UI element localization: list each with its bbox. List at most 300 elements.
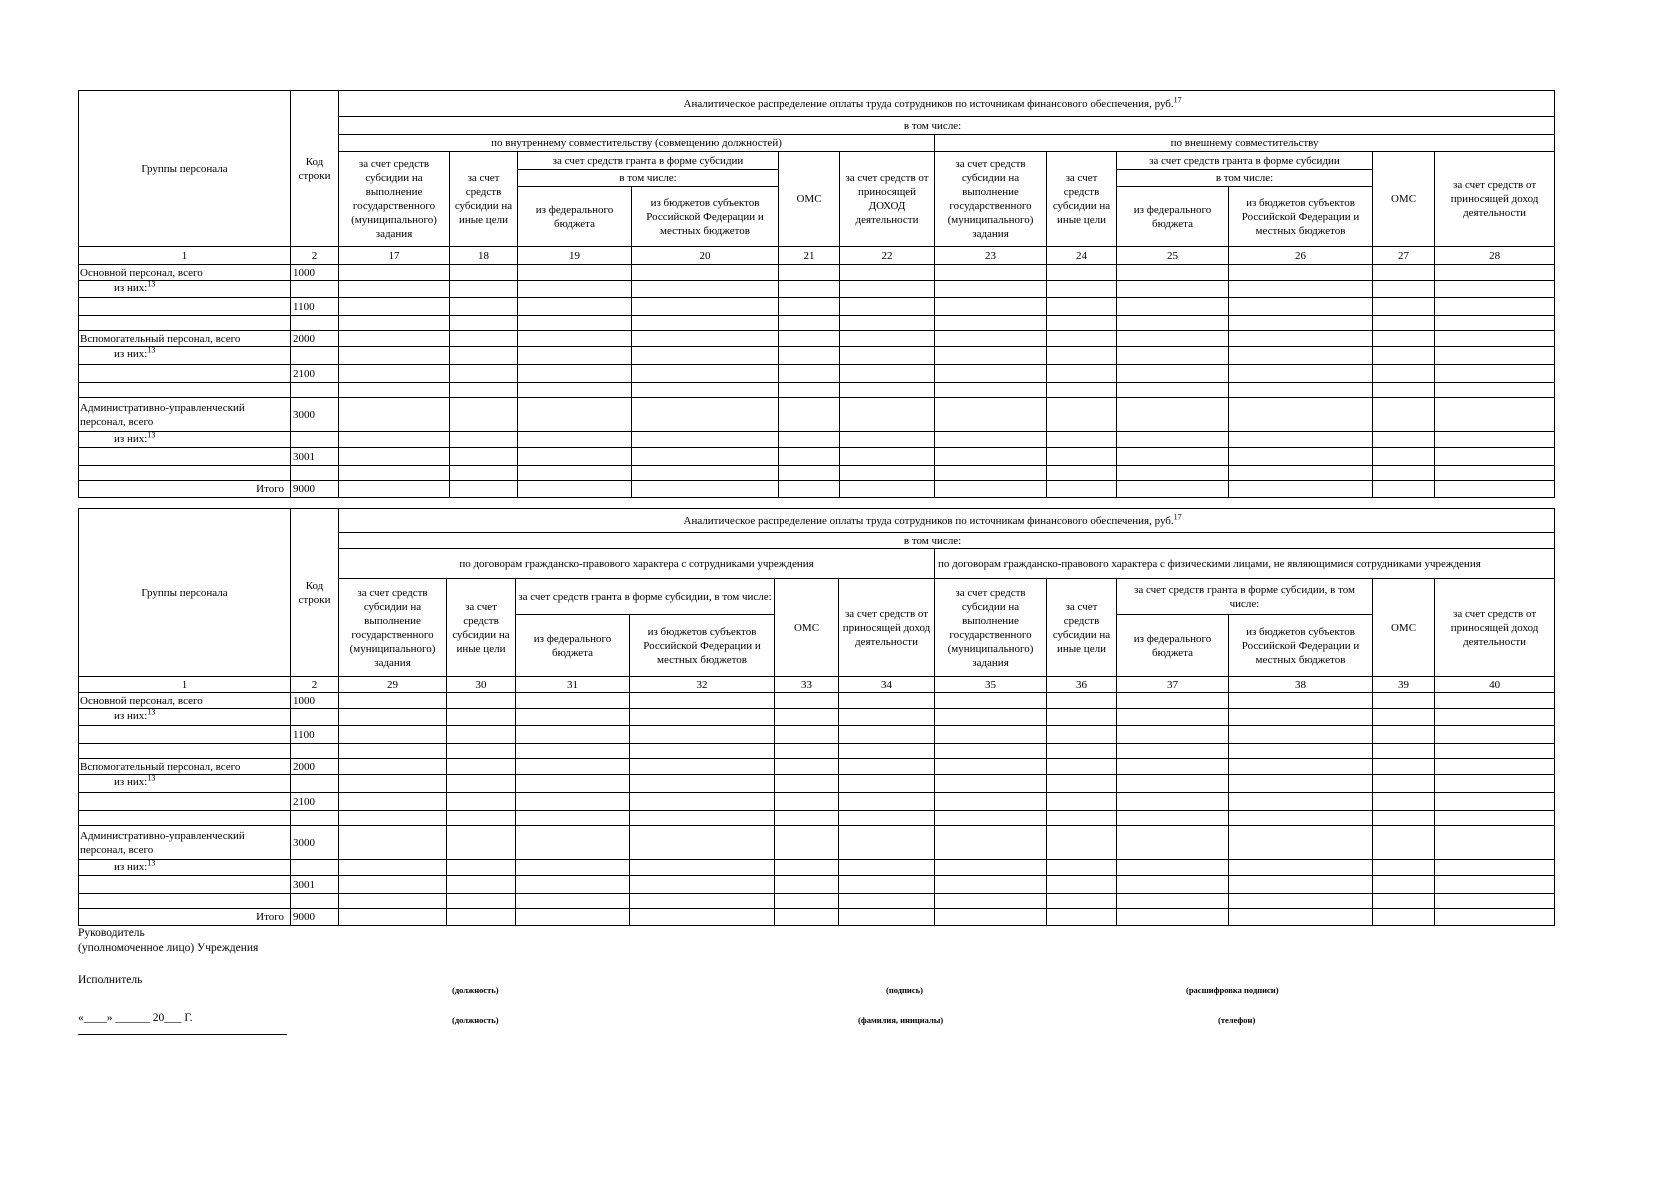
table-row: [79, 466, 1555, 481]
value-cell: [1047, 693, 1117, 709]
row-label-text: из них:: [114, 282, 148, 294]
value-cell: [1117, 466, 1229, 481]
col-header-subsidy-other: за счет средств субсидии на иные цели: [450, 152, 518, 247]
row-code: 3000: [291, 398, 339, 432]
value-cell: [775, 826, 839, 860]
value-cell: [1117, 726, 1229, 744]
value-cell: [450, 383, 518, 398]
value-cell: [447, 744, 516, 759]
value-cell: [1117, 860, 1229, 876]
value-cell: [516, 876, 630, 894]
value-cell: [779, 281, 840, 298]
col-header-federal: из федерального бюджета: [1117, 187, 1229, 247]
value-cell: [1117, 448, 1229, 466]
value-cell: [1047, 398, 1117, 432]
value-cell: [632, 281, 779, 298]
value-cell: [1435, 466, 1555, 481]
value-cell: [450, 298, 518, 316]
value-cell: [935, 726, 1047, 744]
footnote-mark: 13: [147, 430, 156, 440]
footnote-mark: 13: [147, 858, 156, 868]
value-cell: [935, 876, 1047, 894]
value-cell: [1047, 744, 1117, 759]
value-cell: [632, 383, 779, 398]
value-cell: [1117, 826, 1229, 860]
col-number: 2: [291, 677, 339, 693]
row-label: [79, 481, 291, 498]
col-header-income: за счет средств от приносящей ДОХОД деятельности: [840, 152, 935, 247]
value-cell: [630, 909, 775, 926]
table-civil-contracts: [78, 508, 1555, 926]
table-row: [79, 826, 1555, 860]
head-label: Руководитель: [78, 927, 145, 939]
value-cell: [1435, 744, 1555, 759]
value-cell: [1229, 709, 1373, 726]
value-cell: [1373, 759, 1435, 775]
footnote-mark: 13: [147, 345, 156, 355]
date-field: «____» ______ 20___ Г.: [78, 1012, 193, 1024]
value-cell: [935, 775, 1047, 793]
value-cell: [1047, 811, 1117, 826]
value-cell: [516, 894, 630, 909]
value-cell: [339, 281, 450, 298]
value-cell: [935, 347, 1047, 365]
row-label-text: Основной персонал, всего: [80, 694, 203, 707]
row-label-text: Административно-управленческий персонал, всего: [80, 401, 245, 428]
footnote-mark: 17: [1173, 94, 1182, 104]
row-label: [79, 693, 291, 709]
value-cell: [1435, 448, 1555, 466]
value-cell: [1047, 281, 1117, 298]
row-label-text: из них:: [114, 861, 148, 873]
value-cell: [1117, 347, 1229, 365]
value-cell: [1373, 398, 1435, 432]
row-label: [79, 759, 291, 775]
value-cell: [1435, 759, 1555, 775]
row-code: 2000: [291, 759, 339, 775]
value-cell: [1435, 365, 1555, 383]
value-cell: [516, 759, 630, 775]
row-code: 3001: [291, 448, 339, 466]
value-cell: [839, 759, 935, 775]
row-label: [79, 466, 291, 481]
col-header-grant: за счет средств гранта в форме субсидии: [1117, 152, 1373, 170]
value-cell: [775, 759, 839, 775]
col-header-grant: за счет средств гранта в форме субсидии, в том числе:: [516, 579, 775, 615]
footnote-mark: 13: [147, 773, 156, 783]
value-cell: [1373, 331, 1435, 347]
value-cell: [779, 265, 840, 281]
table-row: [79, 860, 1555, 876]
row-label: [79, 316, 291, 331]
row-code: 2100: [291, 365, 339, 383]
row-label-text: Административно-управленческий персонал, всего: [80, 829, 245, 856]
value-cell: [1229, 331, 1373, 347]
row-label: [79, 826, 291, 860]
col-number: 24: [1047, 247, 1117, 265]
col-number: 36: [1047, 677, 1117, 693]
row-code: 9000: [291, 909, 339, 926]
value-cell: [1047, 265, 1117, 281]
row-label: [79, 909, 291, 926]
row-code: [291, 466, 339, 481]
value-cell: [339, 894, 447, 909]
table-row: [79, 432, 1555, 448]
value-cell: [1229, 826, 1373, 860]
col-number: 23: [935, 247, 1047, 265]
value-cell: [779, 298, 840, 316]
value-cell: [1229, 481, 1373, 498]
table-body: [79, 693, 1555, 926]
value-cell: [516, 693, 630, 709]
col-number: 39: [1373, 677, 1435, 693]
row-code: 1000: [291, 693, 339, 709]
table-row: [79, 383, 1555, 398]
table-title-text: Аналитическое распределение оплаты труда сотрудников по источникам финансового обеспечения, руб.: [683, 514, 1174, 527]
value-cell: [447, 709, 516, 726]
row-label-text: из них:: [114, 433, 148, 445]
value-cell: [1117, 909, 1229, 926]
value-cell: [839, 894, 935, 909]
value-cell: [1373, 347, 1435, 365]
row-code: [291, 281, 339, 298]
value-cell: [450, 281, 518, 298]
col-number: 1: [79, 677, 291, 693]
value-cell: [935, 298, 1047, 316]
row-code: [291, 775, 339, 793]
col-header-subsidy-other: за счет средств субсидии на иные цели: [447, 579, 516, 677]
value-cell: [1229, 365, 1373, 383]
value-cell: [518, 432, 632, 448]
value-cell: [775, 693, 839, 709]
position-caption: (должность): [452, 1015, 499, 1025]
value-cell: [839, 709, 935, 726]
value-cell: [935, 365, 1047, 383]
value-cell: [1435, 398, 1555, 432]
value-cell: [518, 331, 632, 347]
value-cell: [1435, 726, 1555, 744]
value-cell: [840, 331, 935, 347]
value-cell: [1373, 876, 1435, 894]
value-cell: [840, 466, 935, 481]
row-code: [291, 894, 339, 909]
value-cell: [339, 448, 450, 466]
row-label-text: из них:: [114, 348, 148, 360]
col-header-federal: из федерального бюджета: [1117, 615, 1229, 677]
value-cell: [1229, 383, 1373, 398]
col-header-income: за счет средств от приносящей доход деятельности: [1435, 152, 1555, 247]
value-cell: [935, 466, 1047, 481]
value-cell: [1117, 481, 1229, 498]
value-cell: [1229, 759, 1373, 775]
value-cell: [1229, 693, 1373, 709]
value-cell: [1373, 826, 1435, 860]
name-initials-caption: (фамилия, инициалы): [858, 1015, 944, 1025]
value-cell: [1435, 860, 1555, 876]
col-header-federal: из федерального бюджета: [518, 187, 632, 247]
col-header-regional: из бюджетов субъектов Российской Федерации и местных бюджетов: [1229, 615, 1373, 677]
value-cell: [779, 481, 840, 498]
row-label: [79, 347, 291, 365]
table-row: [79, 709, 1555, 726]
value-cell: [447, 876, 516, 894]
value-cell: [839, 909, 935, 926]
executor-label: Исполнитель: [78, 974, 143, 986]
row-code: 3000: [291, 826, 339, 860]
value-cell: [339, 481, 450, 498]
value-cell: [1047, 448, 1117, 466]
value-cell: [1047, 316, 1117, 331]
table-2-container: [78, 508, 1539, 926]
col-number: 34: [839, 677, 935, 693]
value-cell: [632, 365, 779, 383]
row-label: [79, 383, 291, 398]
section-internal: по внутреннему совместительству (совмещению должностей): [339, 135, 935, 152]
col-header-regional: из бюджетов субъектов Российской Федерации и местных бюджетов: [632, 187, 779, 247]
value-cell: [1117, 709, 1229, 726]
value-cell: [450, 365, 518, 383]
value-cell: [840, 298, 935, 316]
table-row: [79, 775, 1555, 793]
value-cell: [630, 826, 775, 860]
value-cell: [630, 709, 775, 726]
value-cell: [935, 793, 1047, 811]
row-label: [79, 365, 291, 383]
value-cell: [1117, 894, 1229, 909]
value-cell: [1047, 298, 1117, 316]
col-number: 33: [775, 677, 839, 693]
value-cell: [1117, 316, 1229, 331]
value-cell: [339, 316, 450, 331]
row-code: 9000: [291, 481, 339, 498]
value-cell: [1047, 759, 1117, 775]
col-header-groups: Группы персонала: [79, 509, 291, 677]
value-cell: [518, 281, 632, 298]
value-cell: [1373, 383, 1435, 398]
value-cell: [1117, 331, 1229, 347]
value-cell: [447, 775, 516, 793]
value-cell: [632, 466, 779, 481]
value-cell: [935, 759, 1047, 775]
including-header: в том числе:: [339, 533, 1555, 549]
value-cell: [630, 775, 775, 793]
col-header-subsidy-other: за счет средств субсидии на иные цели: [1047, 152, 1117, 247]
col-header-code: Код строки: [291, 509, 339, 677]
value-cell: [1117, 759, 1229, 775]
row-label: [79, 709, 291, 726]
row-label: [79, 775, 291, 793]
value-cell: [840, 383, 935, 398]
value-cell: [1435, 793, 1555, 811]
value-cell: [450, 316, 518, 331]
col-header-subsidy-task: за счет средств субсидии на выполнение государственного (муниципального) задания: [935, 152, 1047, 247]
signature-caption: (подпись): [886, 985, 923, 995]
value-cell: [779, 466, 840, 481]
value-cell: [447, 909, 516, 926]
value-cell: [630, 759, 775, 775]
col-header-regional: из бюджетов субъектов Российской Федерации и местных бюджетов: [1229, 187, 1373, 247]
section-nonemployee-contracts: по договорам гражданско-правового характера с физическими лицами, не являющимися сотрудниками учреждения: [935, 549, 1555, 579]
value-cell: [935, 909, 1047, 926]
value-cell: [935, 383, 1047, 398]
row-code: [291, 347, 339, 365]
value-cell: [1047, 347, 1117, 365]
col-header-income: за счет средств от приносящей доход деятельности: [1435, 579, 1555, 677]
value-cell: [450, 398, 518, 432]
value-cell: [1435, 894, 1555, 909]
value-cell: [1373, 909, 1435, 926]
col-header-subsidy-task: за счет средств субсидии на выполнение государственного (муниципального) задания: [935, 579, 1047, 677]
value-cell: [1435, 347, 1555, 365]
value-cell: [775, 909, 839, 926]
value-cell: [339, 466, 450, 481]
table-title: [339, 91, 1555, 117]
value-cell: [1117, 811, 1229, 826]
value-cell: [339, 860, 447, 876]
value-cell: [450, 331, 518, 347]
value-cell: [935, 432, 1047, 448]
value-cell: [339, 909, 447, 926]
row-code: 1100: [291, 298, 339, 316]
col-number: 35: [935, 677, 1047, 693]
table-title: [339, 509, 1555, 533]
value-cell: [1435, 432, 1555, 448]
value-cell: [1435, 316, 1555, 331]
value-cell: [339, 744, 447, 759]
value-cell: [632, 432, 779, 448]
value-cell: [1435, 281, 1555, 298]
row-code: [291, 860, 339, 876]
column-numbers-row: [79, 247, 1555, 265]
value-cell: [1047, 775, 1117, 793]
row-label-text: Основной персонал, всего: [80, 266, 203, 279]
row-label: [79, 331, 291, 347]
value-cell: [339, 709, 447, 726]
head-sub-label: (уполномоченное лицо) Учреждения: [78, 942, 259, 954]
table-row: [79, 298, 1555, 316]
value-cell: [1117, 281, 1229, 298]
value-cell: [630, 876, 775, 894]
value-cell: [339, 876, 447, 894]
value-cell: [632, 448, 779, 466]
table-row: [79, 331, 1555, 347]
col-number: 27: [1373, 247, 1435, 265]
value-cell: [339, 693, 447, 709]
col-number: 25: [1117, 247, 1229, 265]
value-cell: [779, 448, 840, 466]
value-cell: [840, 448, 935, 466]
value-cell: [516, 709, 630, 726]
value-cell: [839, 726, 935, 744]
value-cell: [339, 347, 450, 365]
value-cell: [935, 448, 1047, 466]
value-cell: [775, 894, 839, 909]
row-code: [291, 432, 339, 448]
value-cell: [450, 466, 518, 481]
value-cell: [518, 383, 632, 398]
table-row: [79, 265, 1555, 281]
row-label: [79, 793, 291, 811]
value-cell: [839, 793, 935, 811]
value-cell: [630, 744, 775, 759]
value-cell: [1435, 265, 1555, 281]
col-number: 19: [518, 247, 632, 265]
row-code: [291, 811, 339, 826]
row-label: [79, 860, 291, 876]
value-cell: [839, 826, 935, 860]
table-row: [79, 793, 1555, 811]
table-body: [79, 265, 1555, 498]
value-cell: [518, 448, 632, 466]
col-number: 28: [1435, 247, 1555, 265]
value-cell: [779, 331, 840, 347]
value-cell: [518, 316, 632, 331]
col-number: 40: [1435, 677, 1555, 693]
value-cell: [775, 744, 839, 759]
value-cell: [1435, 298, 1555, 316]
row-code: [291, 744, 339, 759]
value-cell: [632, 331, 779, 347]
value-cell: [632, 347, 779, 365]
footnote-mark: 17: [1173, 511, 1182, 521]
col-header-subsidy-task: за счет средств субсидии на выполнение государственного (муниципального) задания: [339, 152, 450, 247]
value-cell: [1117, 744, 1229, 759]
value-cell: [1229, 265, 1373, 281]
value-cell: [447, 759, 516, 775]
value-cell: [1373, 432, 1435, 448]
value-cell: [1047, 709, 1117, 726]
col-header-grant: за счет средств гранта в форме субсидии, в том числе:: [1117, 579, 1373, 615]
value-cell: [1373, 481, 1435, 498]
value-cell: [632, 398, 779, 432]
value-cell: [935, 811, 1047, 826]
row-label: [79, 265, 291, 281]
value-cell: [516, 726, 630, 744]
table-title-text: Аналитическое распределение оплаты труда сотрудников по источникам финансового обеспечения, руб.: [683, 97, 1174, 110]
value-cell: [516, 793, 630, 811]
value-cell: [1373, 365, 1435, 383]
col-header-regional: из бюджетов субъектов Российской Федерации и местных бюджетов: [630, 615, 775, 677]
col-number: 22: [840, 247, 935, 265]
value-cell: [1117, 775, 1229, 793]
value-cell: [935, 281, 1047, 298]
value-cell: [1047, 909, 1117, 926]
table-row: [79, 448, 1555, 466]
value-cell: [1229, 860, 1373, 876]
value-cell: [1229, 448, 1373, 466]
table-row: [79, 759, 1555, 775]
col-number: 37: [1117, 677, 1229, 693]
table-row: [79, 909, 1555, 926]
col-number: 1: [79, 247, 291, 265]
value-cell: [1373, 726, 1435, 744]
col-number: 32: [630, 677, 775, 693]
row-label: [79, 398, 291, 432]
value-cell: [339, 398, 450, 432]
value-cell: [779, 432, 840, 448]
value-cell: [339, 826, 447, 860]
value-cell: [935, 265, 1047, 281]
value-cell: [450, 481, 518, 498]
table-row: [79, 316, 1555, 331]
table-row: [79, 876, 1555, 894]
value-cell: [630, 693, 775, 709]
value-cell: [839, 693, 935, 709]
table-row: [79, 693, 1555, 709]
value-cell: [840, 365, 935, 383]
value-cell: [447, 726, 516, 744]
value-cell: [516, 775, 630, 793]
